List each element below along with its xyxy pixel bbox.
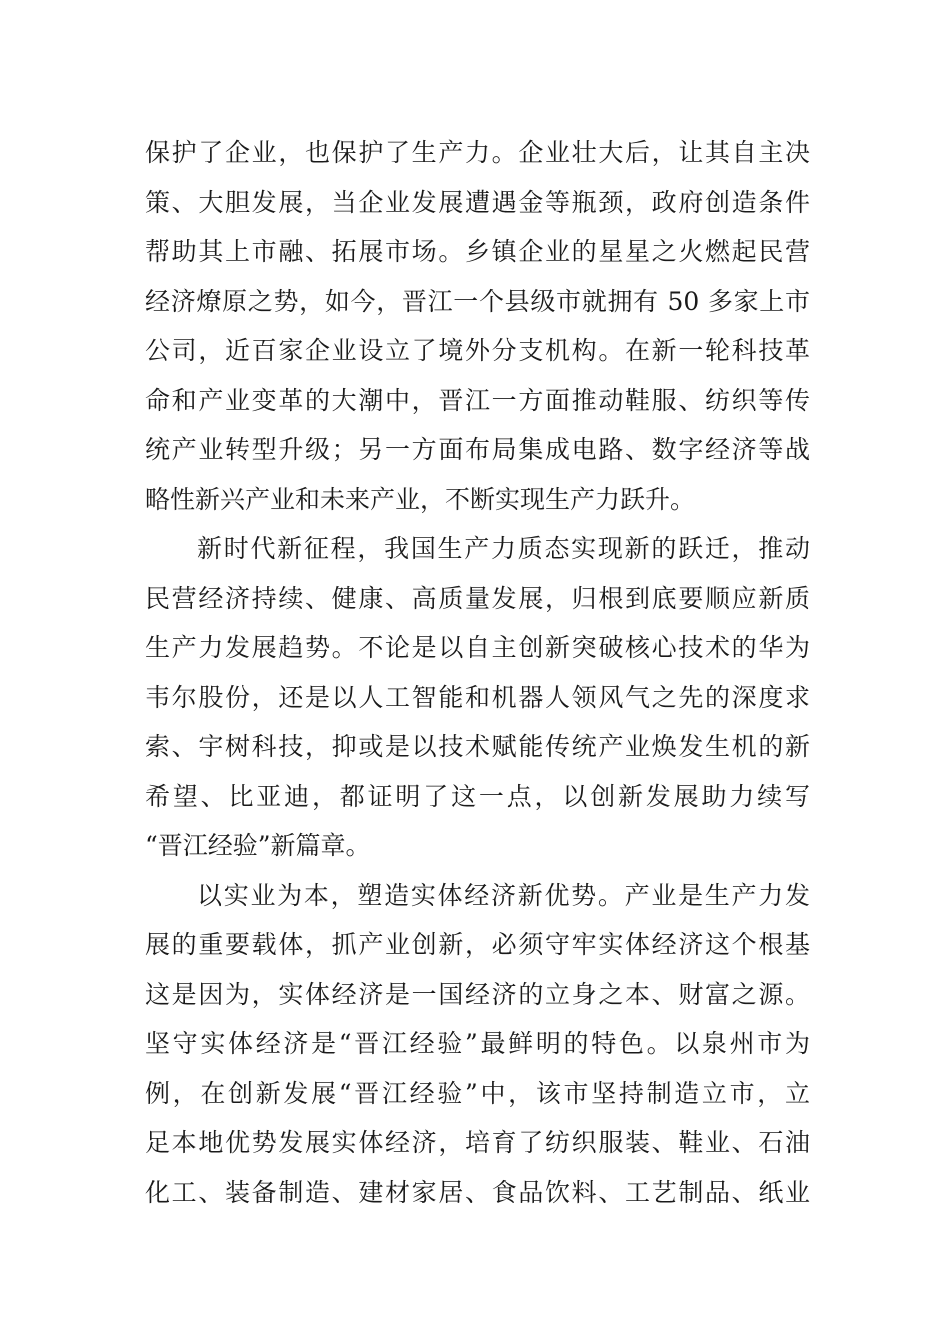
text-line: 足本地优势发展实体经济，培育了纺织服装、鞋业、石油 bbox=[145, 1128, 810, 1157]
text-line: 命和产业变革的大潮中，晋江一方面推动鞋服、纺织等传 bbox=[145, 385, 810, 415]
text-line: 韦尔股份，还是以人工智能和机器人领风气之先的深度求 bbox=[145, 682, 810, 712]
text-line: 坚守实体经济是“晋江经验”最鲜明的特色。以泉州市为 bbox=[145, 1029, 810, 1058]
paragraph-2 bbox=[145, 524, 810, 871]
text-line: 展的重要载体，抓产业创新，必须守牢实体经济这个根基 bbox=[145, 930, 810, 959]
text-line: 索、宇树科技，抑或是以技术赋能传统产业焕发生机的新 bbox=[145, 732, 810, 761]
text-line: 以实业为本，塑造实体经济新优势。产业是生产力发 bbox=[197, 880, 810, 910]
text-line: 经济燎原之势，如今，晋江一个县级市就拥有 50 多家上市 bbox=[145, 286, 810, 316]
text-line: 策、大胆发展，当企业发展遭遇金等瓶颈，政府创造条件 bbox=[145, 187, 810, 217]
text-line: 帮助其上市融、拓展市场。乡镇企业的星星之火燃起民营 bbox=[145, 237, 810, 266]
text-line: “晋江经验”新篇章。 bbox=[145, 831, 371, 860]
text-line: 化工、装备制造、建材家居、食品饮料、工艺制品、纸业 bbox=[145, 1177, 810, 1207]
paragraph-1 bbox=[145, 128, 810, 524]
text-line: 这是因为，实体经济是一国经济的立身之本、财富之源。 bbox=[145, 979, 810, 1009]
text-line: 公司，近百家企业设立了境外分支机构。在新一轮科技革 bbox=[145, 336, 810, 365]
text-line: 统产业转型升级；另一方面布局集成电路、数字经济等战 bbox=[145, 435, 810, 464]
text-line: 生产力发展趋势。不论是以自主创新突破核心技术的华为 bbox=[145, 633, 810, 662]
text-line: 希望、比亚迪，都证明了这一点，以创新发展助力续写 bbox=[145, 781, 810, 811]
text-line: 新时代新征程，我国生产力质态实现新的跃迁，推动 bbox=[197, 534, 810, 563]
body-text bbox=[145, 128, 810, 1217]
paragraph-3 bbox=[145, 871, 810, 1218]
text-line: 例，在创新发展“晋江经验”中，该市坚持制造立市，立 bbox=[145, 1078, 810, 1108]
text-line: 保护了企业，也保护了生产力。企业壮大后，让其自主决 bbox=[145, 138, 810, 167]
text-line: 民营经济持续、健康、高质量发展，归根到底要顺应新质 bbox=[145, 583, 810, 613]
text-line: 略性新兴产业和未来产业，不断实现生产力跃升。 bbox=[145, 484, 696, 514]
